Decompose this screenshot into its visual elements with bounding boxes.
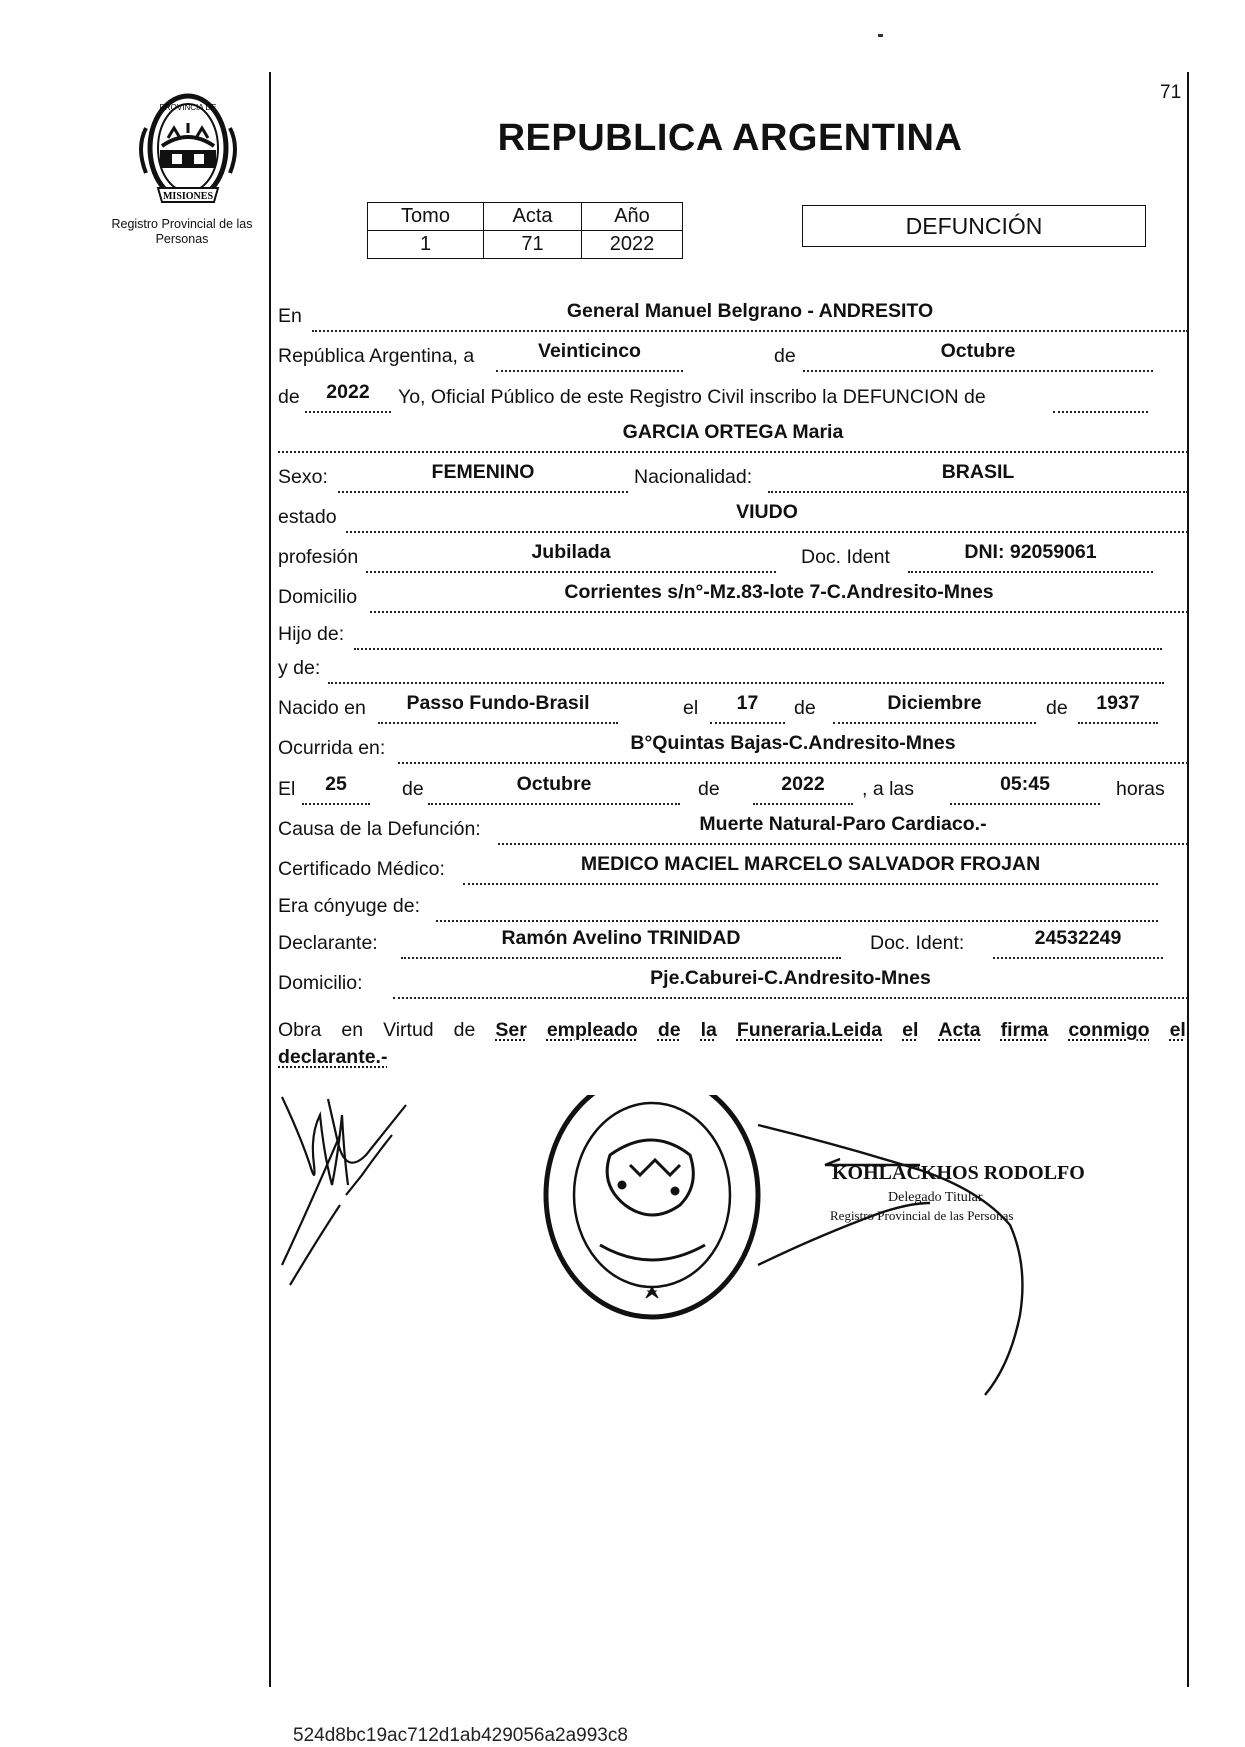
obra-value-word: conmigo bbox=[1068, 1019, 1150, 1041]
row-domicilio bbox=[278, 577, 1188, 613]
logo-text-top: PROVINCIA DE bbox=[159, 103, 217, 112]
index-header-acta: Acta bbox=[484, 203, 582, 231]
def-de-label-2: de bbox=[698, 778, 720, 800]
row-nombre bbox=[278, 417, 1188, 453]
domicilio2-field: Pje.Caburei-C.Andresito-Mnes bbox=[393, 963, 1188, 999]
row-ocurrida bbox=[278, 728, 1188, 764]
mes-field: Octubre bbox=[803, 336, 1153, 372]
def-mes-field: Octubre bbox=[428, 769, 680, 805]
row-yde bbox=[278, 648, 1188, 684]
signature-area bbox=[280, 1095, 1180, 1435]
en-label: En bbox=[278, 305, 302, 327]
obra-value-word: la bbox=[700, 1019, 717, 1041]
row-conyuge bbox=[278, 886, 1188, 922]
yde-field bbox=[328, 648, 1164, 684]
index-value-anio: 2022 bbox=[582, 231, 683, 259]
row-sexo bbox=[278, 457, 1188, 493]
obra-value-line-2: declarante.- bbox=[278, 1046, 388, 1068]
sexo-label: Sexo: bbox=[278, 466, 328, 488]
horas-label: horas bbox=[1116, 778, 1165, 800]
official-round-stamp-icon bbox=[546, 1095, 758, 1317]
row-declarante bbox=[278, 923, 1188, 959]
declarante-field: Ramón Avelino TRINIDAD bbox=[401, 923, 841, 959]
estado-label: estado bbox=[278, 506, 337, 528]
doc2-field: 24532249 bbox=[993, 923, 1163, 959]
obra-value-word: firma bbox=[1000, 1019, 1049, 1041]
dia-field: Veinticinco bbox=[496, 336, 683, 372]
row-fecha-defuncion bbox=[278, 769, 1188, 805]
doc-ident-label: Doc. Ident bbox=[801, 546, 890, 568]
row-republica bbox=[278, 336, 1188, 372]
row-hijo bbox=[278, 614, 1188, 650]
profesion-field: Jubilada bbox=[366, 537, 776, 573]
obra-word: de bbox=[453, 1019, 476, 1041]
conyuge-label: Era cónyuge de: bbox=[278, 895, 421, 917]
index-table bbox=[367, 202, 683, 259]
index-header-anio: Año bbox=[582, 203, 683, 231]
nac-de-label-2: de bbox=[1046, 697, 1068, 719]
nac-dia-field: 17 bbox=[710, 688, 785, 724]
nac-de-label-1: de bbox=[794, 697, 816, 719]
logo-text-bottom: MISIONES bbox=[162, 191, 214, 202]
nac-anio-field: 1937 bbox=[1078, 688, 1158, 724]
certificado-field: MEDICO MACIEL MARCELO SALVADOR FROJAN bbox=[463, 849, 1158, 885]
profesion-label: profesión bbox=[278, 546, 359, 568]
obra-value-word: Funeraria.Leida bbox=[736, 1019, 883, 1041]
index-value-acta: 71 bbox=[484, 231, 582, 259]
declarante-label: Declarante: bbox=[278, 932, 378, 954]
def-hora-field: 05:45 bbox=[950, 769, 1100, 805]
yde-label: y de: bbox=[278, 657, 321, 679]
row-estado bbox=[278, 497, 1188, 533]
row-profesion bbox=[278, 537, 1188, 573]
estado-field: VIUDO bbox=[346, 497, 1188, 533]
row-domicilio-declarante bbox=[278, 963, 1188, 999]
obra-value-word: Ser bbox=[495, 1019, 527, 1041]
domicilio-field: Corrientes s/n°-Mz.83-lote 7-C.Andresito-Mnes bbox=[370, 577, 1188, 613]
obra-word: Virtud bbox=[383, 1019, 434, 1041]
obra-en-virtud bbox=[278, 1017, 1188, 1071]
record-type-box: DEFUNCIÓN bbox=[802, 205, 1146, 247]
hijo-field bbox=[354, 614, 1162, 650]
def-de-label-1: de bbox=[402, 778, 424, 800]
doc2-label: Doc. Ident: bbox=[870, 932, 965, 954]
row-certificado bbox=[278, 849, 1188, 885]
conyuge-field bbox=[436, 886, 1158, 922]
official-title: Delegado Titular bbox=[888, 1190, 983, 1205]
ocurrida-field: B°Quintas Bajas-C.Andresito-Mnes bbox=[398, 728, 1188, 764]
handwritten-signature-icon bbox=[282, 1097, 406, 1285]
page-number: 71 bbox=[1160, 82, 1182, 103]
causa-label: Causa de la Defunción: bbox=[278, 818, 481, 840]
def-anio-field: 2022 bbox=[753, 769, 853, 805]
index-value-tomo: 1 bbox=[368, 231, 484, 259]
obra-line-1 bbox=[278, 1017, 1186, 1044]
anio-field: 2022 bbox=[305, 377, 391, 413]
row-anio bbox=[278, 377, 1188, 413]
ocurrida-label: Ocurrida en: bbox=[278, 737, 386, 759]
obra-word: en bbox=[341, 1019, 364, 1041]
obra-value-word: Acta bbox=[938, 1019, 981, 1041]
obra-value-word: de bbox=[657, 1019, 681, 1041]
en-field: General Manuel Belgrano - ANDRESITO bbox=[312, 296, 1188, 332]
nac-mes-field: Diciembre bbox=[833, 688, 1036, 724]
republica-label: República Argentina, a bbox=[278, 345, 475, 367]
obra-value-word: empleado bbox=[546, 1019, 638, 1041]
nacido-label: Nacido en bbox=[278, 697, 366, 719]
certificado-label: Certificado Médico: bbox=[278, 858, 445, 880]
sexo-field: FEMENINO bbox=[338, 457, 628, 493]
scan-speck bbox=[878, 34, 883, 37]
hijo-label: Hijo de: bbox=[278, 623, 345, 645]
obra-word: Obra bbox=[278, 1019, 322, 1041]
nombre-field: GARCIA ORTEGA Maria bbox=[278, 417, 1188, 453]
official-name: KOHLACKHOS RODOLFO bbox=[832, 1162, 1085, 1184]
def-dia-field: 25 bbox=[302, 769, 370, 805]
footer-hash: 524d8bc19ac712d1ab429056a2a993c8 bbox=[293, 1725, 628, 1746]
document-title: REPUBLICA ARGENTINA bbox=[497, 117, 963, 159]
obra-value-word: el bbox=[902, 1019, 919, 1041]
nacido-field: Passo Fundo-Brasil bbox=[378, 688, 618, 724]
de-label-2: de bbox=[278, 386, 300, 408]
de-label-1: de bbox=[774, 345, 796, 367]
misiones-province-seal-icon bbox=[128, 88, 248, 213]
causa-field: Muerte Natural-Paro Cardiaco.- bbox=[498, 809, 1188, 845]
el2-label: El bbox=[278, 778, 296, 800]
domicilio-label: Domicilio bbox=[278, 586, 358, 608]
yo-text: Yo, Oficial Público de este Registro Civil inscribo la DEFUNCION de bbox=[398, 386, 986, 408]
domicilio2-label: Domicilio: bbox=[278, 972, 363, 994]
official-org: Registro Provincial de las Personas bbox=[830, 1208, 1014, 1223]
doc-ident-field: DNI: 92059061 bbox=[908, 537, 1153, 573]
row-nacido bbox=[278, 688, 1188, 724]
obra-value-word: el bbox=[1169, 1019, 1186, 1041]
nacionalidad-field: BRASIL bbox=[768, 457, 1188, 493]
row-causa bbox=[278, 809, 1188, 845]
index-header-tomo: Tomo bbox=[368, 203, 484, 231]
nacionalidad-label: Nacionalidad: bbox=[634, 466, 753, 488]
alas-label: , a las bbox=[862, 778, 915, 800]
left-margin-line bbox=[269, 72, 271, 1687]
yo-tail-field bbox=[1053, 377, 1148, 413]
registry-caption: Registro Provincial de las Personas bbox=[111, 217, 253, 246]
el-label: el bbox=[683, 697, 699, 719]
row-en bbox=[278, 296, 1188, 332]
